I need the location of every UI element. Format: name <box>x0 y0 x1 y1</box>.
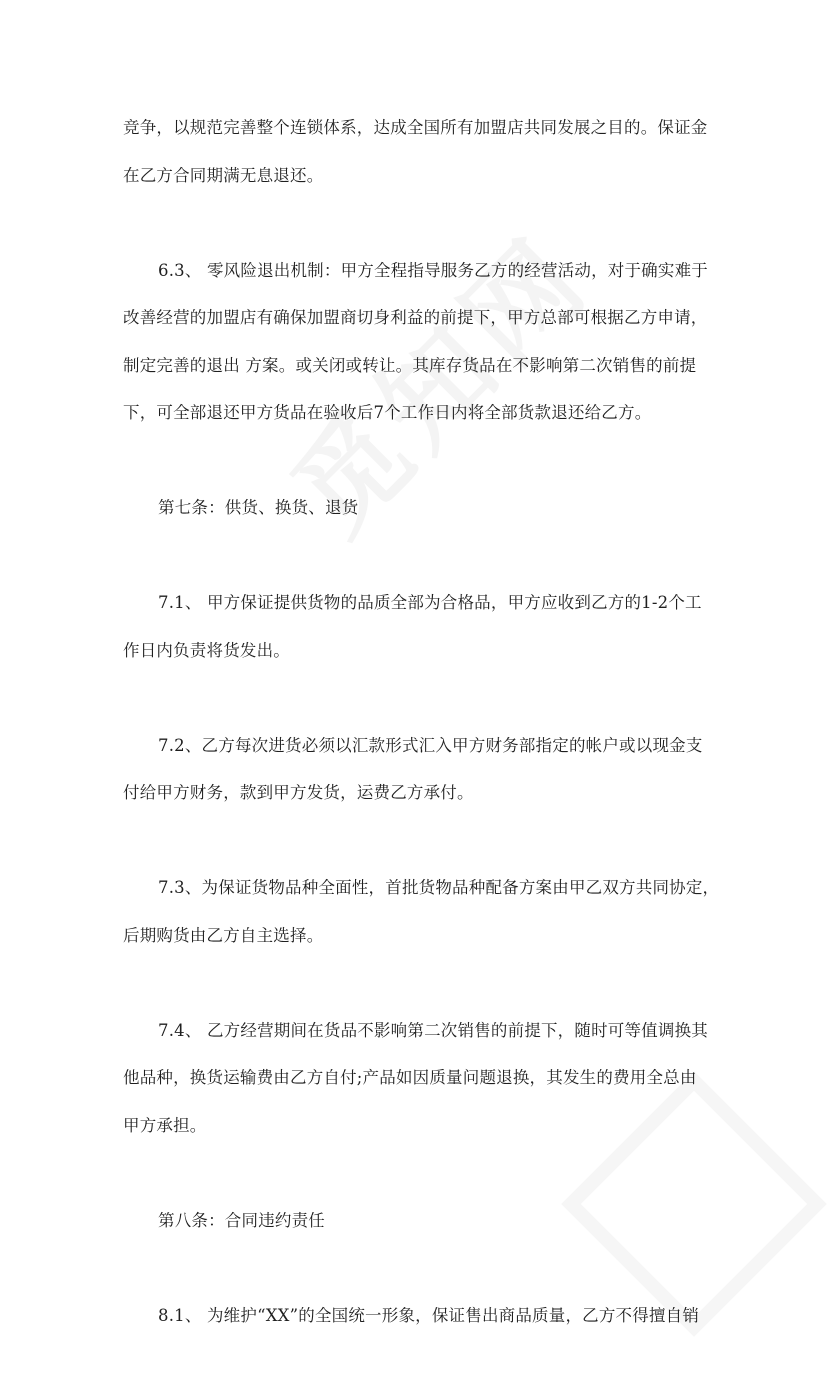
text-line: 7.2、乙方每次进货必须以汇款形式汇入甲方财务部指定的帐户或以现金支 <box>158 735 703 755</box>
clause-6-3 <box>123 247 711 437</box>
text-line: 下，可全部退还甲方货品在验收后7个工作日内将全部货款退还给乙方。 <box>123 403 652 422</box>
text-line: 7.4、 乙方经营期间在货品不影响第二次销售的前提下，随时可等值调换其 <box>158 1020 708 1040</box>
section-heading: 第八条：合同违约责任 <box>158 1210 325 1230</box>
clause-8-1 <box>123 1292 711 1340</box>
text-line: 7.1、 甲方保证提供货物的品质全部为合格品，甲方应收到乙方的1-2个工 <box>158 593 702 612</box>
clause-7-3 <box>123 864 720 959</box>
text-line: 他品种，换货运输费由乙方自付;产品如因质量问题退换，其发生的费用全总由 <box>123 1068 697 1087</box>
section-heading: 第七条：供货、换货、退货 <box>158 498 359 517</box>
text-line: 竞争，以规范完善整个连锁体系，达成全国所有加盟店共同发展之目的。保证金 <box>123 118 708 137</box>
text-line: 7.3、为保证货物品种全面性，首批货物品种配备方案由甲乙双方共同协定， <box>158 878 720 897</box>
text-line: 付给甲方财务，款到甲方发货，运费乙方承付。 <box>123 783 474 802</box>
article-8-heading <box>123 1197 711 1245</box>
text-line: 制定完善的退出 方案。或关闭或转让。其库存货品在不影响第二次销售的前提 <box>123 355 697 375</box>
text-line: 8.1、 为维护“XX”的全国统一形象，保证售出商品质量，乙方不得擅自销 <box>158 1305 700 1325</box>
clause-7-2 <box>123 722 711 817</box>
paragraph-continuation <box>123 104 711 199</box>
text-line: 后期购货由乙方自主选择。 <box>123 925 324 945</box>
text-line: 在乙方合同期满无息退还。 <box>123 165 324 185</box>
article-7-heading <box>123 484 711 532</box>
text-line: 6.3、 零风险退出机制：甲方全程指导服务乙方的经营活动，对于确实难于 <box>158 260 708 280</box>
clause-7-4 <box>123 1007 711 1150</box>
text-line: 作日内负责将货发出。 <box>123 640 290 660</box>
clause-7-1 <box>123 579 711 674</box>
text-line: 改善经营的加盟店有确保加盟商切身利益的前提下，甲方总部可根据乙方申请， <box>123 308 708 327</box>
text-line: 甲方承担。 <box>123 1115 207 1135</box>
document-body <box>123 104 720 1387</box>
